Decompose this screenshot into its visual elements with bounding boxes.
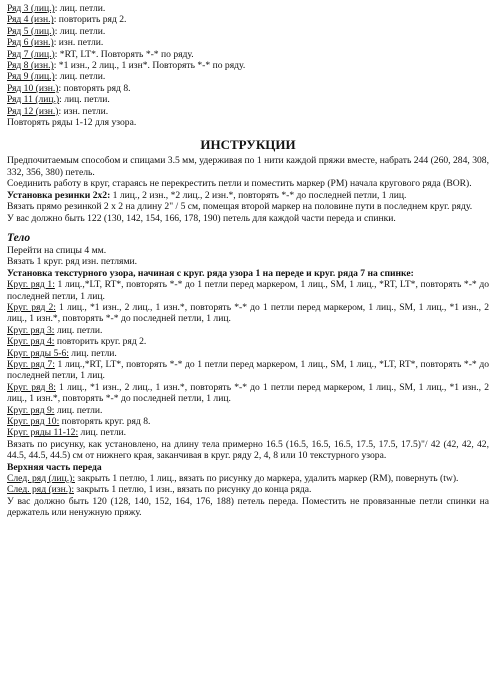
round-row xyxy=(7,382,489,405)
next-rows-list xyxy=(7,473,489,496)
round-row-text: 1 лиц.,*LT, RT*, повторять *-* до 1 петли перед маркером, 1 лиц., SM, 1 лиц., *RT, LT*, повторять *-* до последней петли, 1 лиц. xyxy=(7,279,489,302)
round-row-text: лиц. петли. xyxy=(68,347,117,359)
pattern-row-text: : лиц. петли. xyxy=(54,71,106,83)
next-row xyxy=(7,484,489,495)
round-row-text: лиц. петли. xyxy=(54,324,103,336)
rib-setup-paragraph xyxy=(7,190,489,201)
body-section-title: Тело xyxy=(7,231,31,244)
body-purl-text: Вязать 1 круг. ряд изн. петлями. xyxy=(7,256,138,268)
round-row-label: Круг. ряд 3: xyxy=(7,324,55,336)
round-row-label: Круг. ряд 2: xyxy=(7,301,56,313)
round-row-text: 1 лиц.,*RT, LT*, повторять *-* до 1 петли перед маркером, 1 лиц., SM, 1 лиц., *LT, RT*, повторять *-* до последней петли, 1 лиц. xyxy=(7,358,489,382)
round-row xyxy=(7,359,489,382)
round-row-text: повторять круг. ряд 8. xyxy=(59,416,151,427)
next-row xyxy=(7,473,489,484)
body-length-paragraph: Вязать по рисунку, как установлено, на длину тела примерно 16.5 (16.5, 16.5, 16.5, 17.5, 17.5, 17.5)"/ 42 (42, 42, 42, 44.5, 44.5, 44.5) см от нижнего края, заканчивая в круг. ряду 2, 4, 8 или 10 текстурного узора. xyxy=(7,438,489,462)
pattern-row-label: Ряд 3 (лиц.) xyxy=(7,3,55,14)
pattern-row xyxy=(7,3,489,14)
round-row xyxy=(7,427,489,438)
round-row xyxy=(7,416,489,427)
pattern-row-label: Ряд 11 (лиц.) xyxy=(7,94,60,106)
pattern-rows-list xyxy=(7,3,489,117)
round-row-text: повторить круг. ряд 2. xyxy=(54,336,147,348)
pattern-row-label: Ряд 5 (лиц.) xyxy=(7,25,55,37)
round-row-text: 1 лиц., *1 изн., 2 лиц., 1 изн.*, повторять *-* до 1 петли перед маркером, 1 лиц., SM, 1 лиц., *1 изн., 2 лиц., 1 изн.*, повторять *-* до последней петли, 1 лиц. xyxy=(7,381,489,405)
round-row xyxy=(7,405,489,416)
repeat-rows-text: Повторять ряды 1-12 для узора. xyxy=(7,117,137,129)
pattern-row xyxy=(7,60,489,71)
pattern-row-label: Ряд 6 (изн.) xyxy=(7,37,54,49)
body-needles-text: Перейти на спицы 4 мм. xyxy=(7,244,107,256)
next-row-label: След. ряд (лиц.): xyxy=(7,473,75,485)
round-row-text: лиц. петли. xyxy=(78,427,127,439)
rib-count-paragraph: У вас должно быть 122 (130, 142, 154, 166, 178, 190) петель для каждой части переда и спинки. xyxy=(7,212,396,224)
pattern-row-label: Ряд 12 (изн.) xyxy=(7,105,59,117)
pattern-row-label: Ряд 10 (изн.) xyxy=(7,82,59,94)
pattern-row-label: Ряд 4 (изн.) xyxy=(7,14,54,26)
pattern-row-text: : изн. петли. xyxy=(53,37,104,49)
round-row xyxy=(7,279,489,302)
round-row-label: Круг. ряд 4: xyxy=(7,336,55,348)
round-row-label: Круг. ряд 7: xyxy=(7,358,55,370)
round-row-label: Круг. ряд 10: xyxy=(7,416,60,427)
next-row-text: закрыть 1 петлю, 1 лиц., вязать по рисунку до маркера, удалить маркер (RM), повернуть (tw). xyxy=(75,473,459,485)
cast-on-paragraph: Предпочитаемым способом и спицами 3.5 мм, удерживая по 1 нити каждой пряжи вместе, набрать 244 (260, 284, 308, 332, 356, 380) петель. xyxy=(7,155,489,178)
round-row-label: Круг. ряды 11-12: xyxy=(7,427,79,439)
pattern-row xyxy=(7,94,489,105)
pattern-row-text: : *1 изн., 2 лиц., 1 изн*. Повторять *-* по ряду. xyxy=(53,60,246,72)
pattern-row-text: : изн. петли. xyxy=(58,105,109,117)
pattern-row xyxy=(7,49,489,60)
round-row-label: Круг. ряд 9: xyxy=(7,404,55,416)
pattern-row-text: : лиц. петли. xyxy=(54,25,106,37)
round-row xyxy=(7,348,489,359)
pattern-row-text: : лиц. петли. xyxy=(59,94,110,106)
next-row-text: закрыть 1 петлю, 1 изн., вязать по рисунку до конца ряда. xyxy=(74,484,312,496)
round-row-text: лиц. петли. xyxy=(54,404,103,416)
pattern-row-label: Ряд 9 (лиц.) xyxy=(7,71,55,83)
pattern-row-text: : *RT, LT*. Повторять *-* по ряду. xyxy=(54,48,194,60)
pattern-row-text: : лиц. петли. xyxy=(54,3,106,14)
join-paragraph: Соединить работу в круг, стараясь не перекрестить петли и поместить маркер (PM) начала кругового ряда (BOR). xyxy=(7,178,472,190)
pattern-row xyxy=(7,37,489,48)
round-row xyxy=(7,325,489,336)
texture-setup-heading: Установка текстурного узора, начиная с круг. ряда узора 1 на переде и круг. ряда 7 на спинке: xyxy=(7,267,414,279)
round-rows-list xyxy=(7,279,489,439)
pattern-row xyxy=(7,71,489,82)
next-row-label: След. ряд (изн.): xyxy=(7,484,74,496)
round-row-text: 1 лиц., *1 изн., 2 лиц., 1 изн.*, повторять *-* до 1 петли перед маркером, 1 лиц., SM, 1 лиц., *1 изн., 2 лиц., 1 изн.*, повторять *-* до последней петли, 1 лиц. xyxy=(7,301,489,325)
round-row xyxy=(7,302,489,325)
round-row-label: Круг. ряд 8: xyxy=(7,381,56,393)
pattern-row xyxy=(7,83,489,94)
round-row-label: Круг. ряд 1: xyxy=(7,279,55,291)
instructions-title: ИНСТРУКЦИИ xyxy=(200,137,296,153)
round-row-label: Круг. ряды 5-6: xyxy=(7,347,69,359)
rib-setup-text: 1 лиц., 2 изн., *2 лиц., 2 изн.*, повторять *-* до последней петли, 1 лиц. xyxy=(110,189,407,201)
pattern-row xyxy=(7,26,489,37)
rib-setup-label: Установка резинки 2х2: xyxy=(7,189,111,201)
rib-knit-paragraph: Вязать прямо резинкой 2 х 2 на длину 2" / 5 см, помещая второй маркер на половине пути в последнем круг. ряду. xyxy=(7,201,473,213)
pattern-row-text: : повторить ряд 2. xyxy=(53,14,127,26)
pattern-row-label: Ряд 8 (изн.) xyxy=(7,60,54,72)
pattern-row xyxy=(7,106,489,117)
pattern-row-text: : повторять ряд 8. xyxy=(58,82,131,94)
round-row xyxy=(7,336,489,347)
pattern-row-label: Ряд 7 (лиц.) xyxy=(7,48,55,60)
pattern-row xyxy=(7,14,489,25)
final-paragraph: У вас должно быть 120 (128, 140, 152, 164, 176, 188) петель переда. Поместить не провязанные петли спинки на держатель или ненужную пряжу. xyxy=(7,495,489,519)
upper-front-title: Верхняя часть переда xyxy=(7,461,102,473)
